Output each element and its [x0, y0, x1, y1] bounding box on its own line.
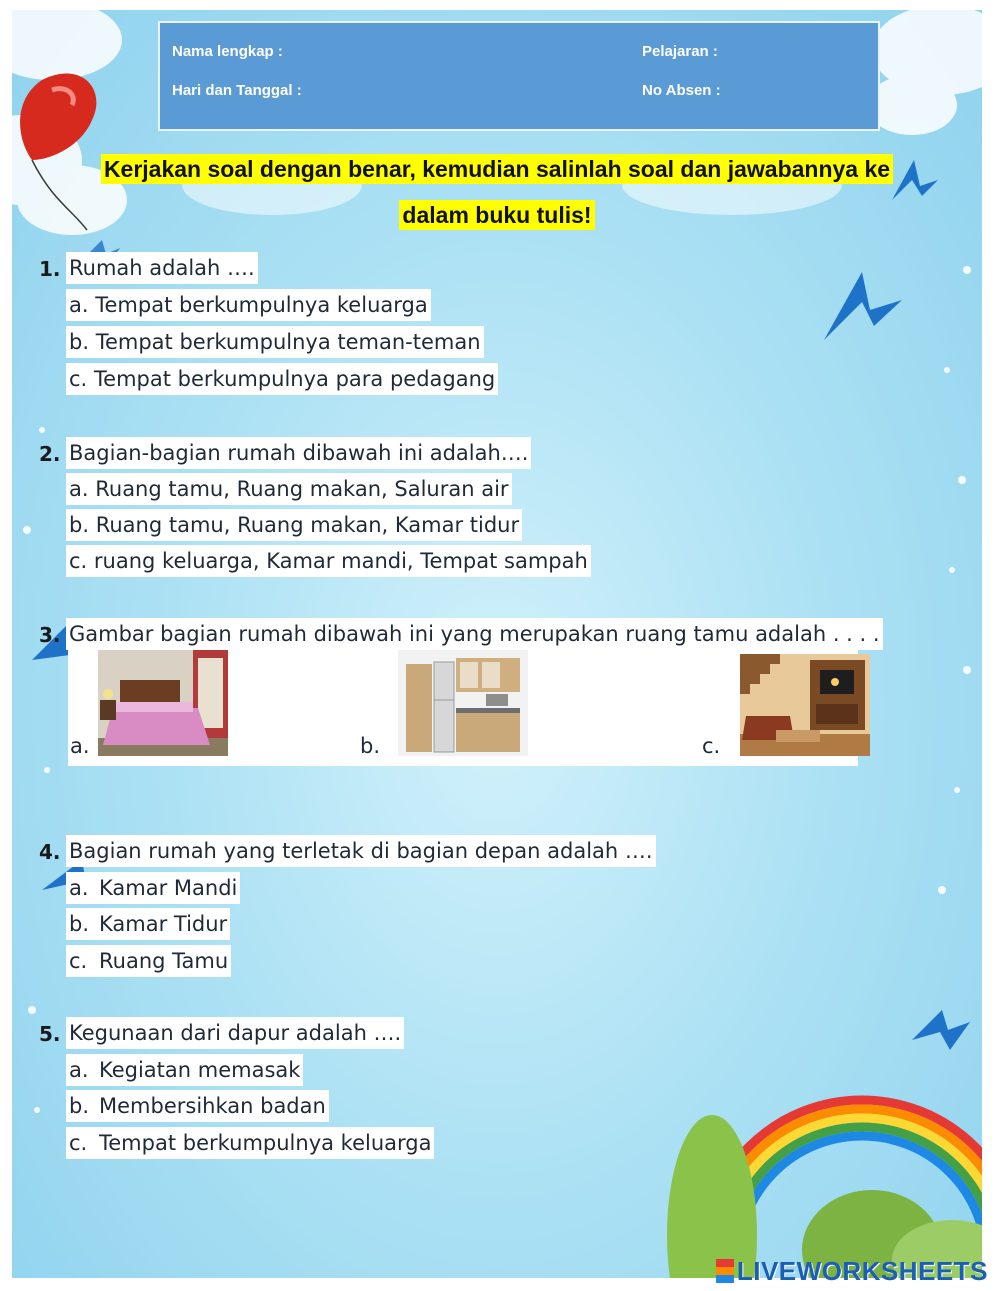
question-5-option-a[interactable]: a. Kegiatan memasak	[66, 1054, 303, 1086]
nama-lengkap-label: Nama lengkap :	[172, 43, 283, 60]
question-4-text: Bagian rumah yang terletak di bagian depan adalah ….	[66, 835, 656, 867]
question-5-option-b[interactable]: b. Membersihkan badan	[66, 1090, 329, 1122]
liveworksheets-logo-icon	[716, 1259, 734, 1283]
question-1-option-b[interactable]: b. Tempat berkumpulnya teman-teman	[66, 326, 484, 358]
question-2-option-c[interactable]: c. ruang keluarga, Kamar mandi, Tempat sampah	[66, 545, 591, 577]
question-2-option-a[interactable]: a. Ruang tamu, Ruang makan, Saluran air	[66, 473, 512, 505]
question-3-picture-options	[68, 650, 858, 766]
question-3-number: 3.	[39, 623, 61, 647]
instruction-line-2: dalam buku tulis!	[12, 202, 982, 229]
question-4-option-b[interactable]: b. Kamar Tidur	[66, 908, 230, 940]
liveworksheets-logo[interactable]: LIVEWORKSHEETS	[716, 1256, 988, 1287]
question-3-option-b-letter: b.	[360, 734, 381, 758]
hari-tanggal-label: Hari dan Tanggal :	[172, 82, 302, 99]
question-5-number: 5.	[39, 1022, 61, 1046]
student-info-box	[158, 21, 880, 131]
question-5-text: Kegunaan dari dapur adalah ….	[66, 1017, 404, 1049]
question-2-text: Bagian-bagian rumah dibawah ini adalah….	[66, 437, 531, 469]
question-1-option-c[interactable]: c. Tempat berkumpulnya para pedagang	[66, 363, 498, 395]
question-4-number: 4.	[39, 840, 61, 864]
question-1-number: 1.	[39, 257, 61, 281]
question-1-option-a[interactable]: a. Tempat berkumpulnya keluarga	[66, 289, 431, 321]
question-3-text: Gambar bagian rumah dibawah ini yang merupakan ruang tamu adalah . . . .	[66, 618, 883, 650]
living-room-photo[interactable]	[740, 654, 870, 756]
question-4-option-a[interactable]: a. Kamar Mandi	[66, 872, 240, 904]
question-4-option-c[interactable]: c. Ruang Tamu	[66, 945, 231, 977]
instruction-line-1: Kerjakan soal dengan benar, kemudian salinlah soal dan jawabannya ke	[12, 156, 982, 183]
question-5-option-c[interactable]: c. Tempat berkumpulnya keluarga	[66, 1127, 434, 1159]
kitchen-photo[interactable]	[398, 650, 528, 756]
question-2-number: 2.	[39, 442, 61, 466]
bedroom-photo[interactable]	[98, 650, 228, 756]
question-3-option-c-letter: c.	[702, 734, 721, 758]
pelajaran-label: Pelajaran :	[642, 43, 718, 60]
question-1-text: Rumah adalah ….	[66, 252, 258, 284]
question-3-option-a-letter: a.	[70, 734, 90, 758]
question-2-option-b[interactable]: b. Ruang tamu, Ruang makan, Kamar tidur	[66, 509, 522, 541]
no-absen-label: No Absen :	[642, 82, 721, 99]
worksheet-page	[12, 10, 982, 1278]
